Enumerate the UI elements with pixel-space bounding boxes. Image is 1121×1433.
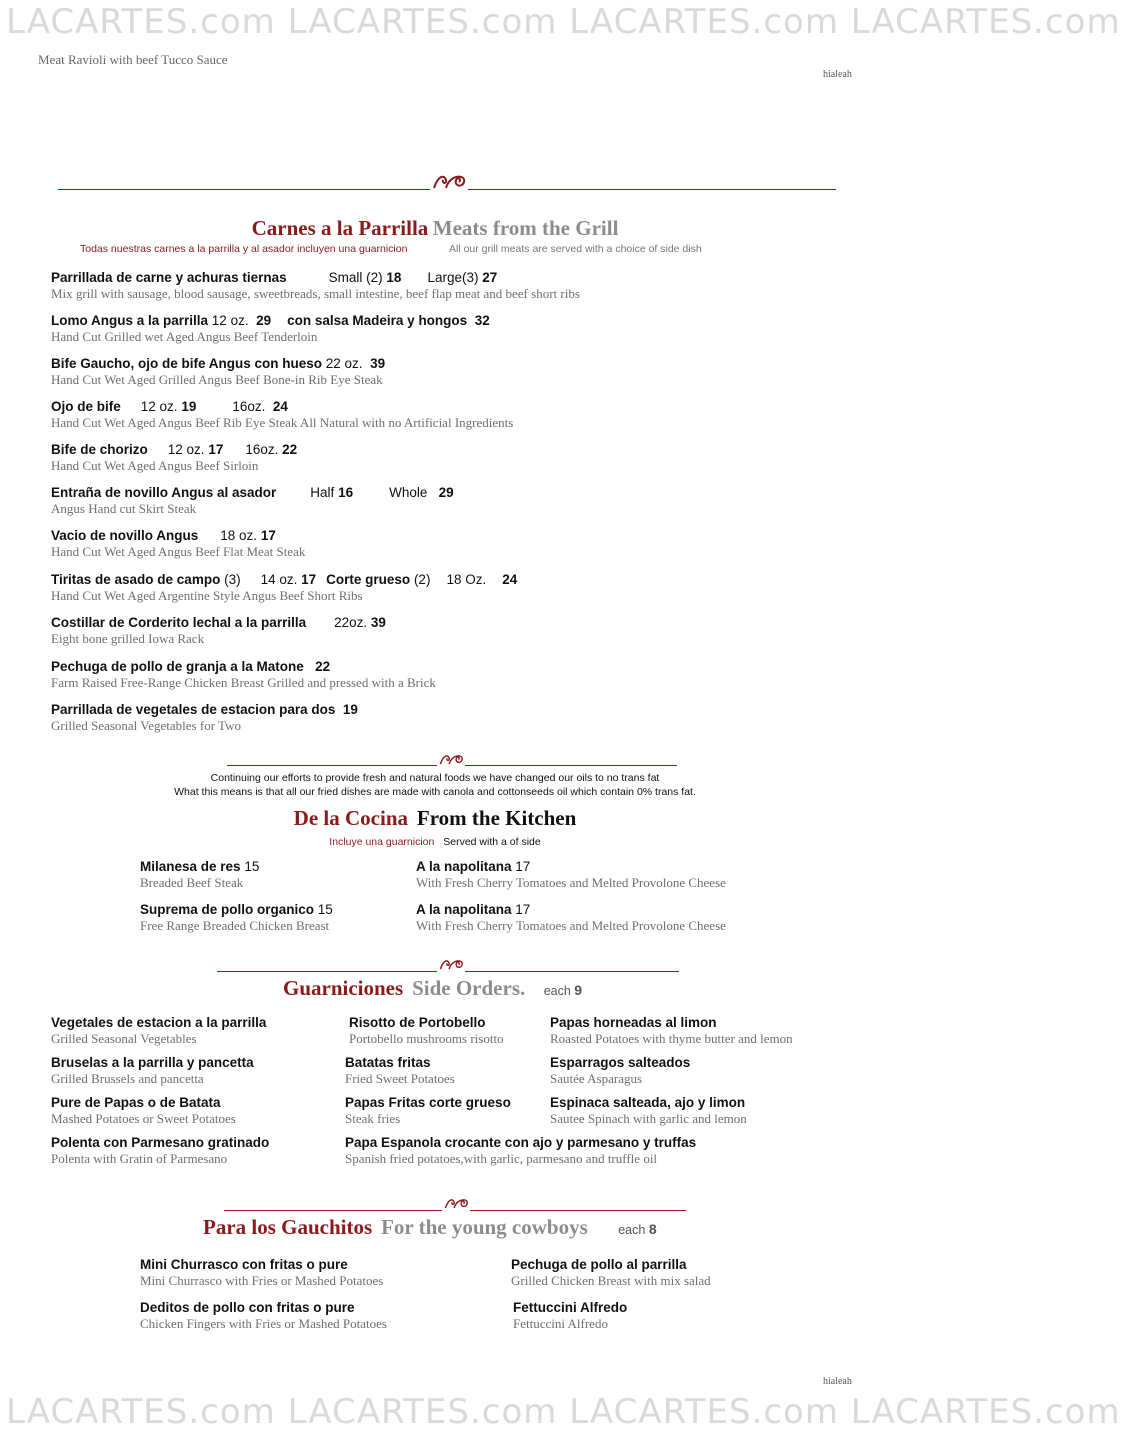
menu-item-desc: Mix grill with sausage, blood sausage, sweetbreads, small intestine, beef flap meat and beef short ribs: [51, 286, 580, 301]
menu-item: Vegetales de estacion a la parrilla Grilled Seasonal Vegetables: [51, 1015, 267, 1046]
menu-item: Ojo de bife 12 oz. 19 16oz. 24 Hand Cut Wet Aged Angus Beef Rib Eye Steak All Natural with no Artificial Ingredients: [51, 399, 514, 430]
menu-item: Pure de Papas o de Batata Mashed Potatoes or Sweet Potatoes: [51, 1095, 236, 1126]
kids-title-es: Para los Gauchitos: [203, 1215, 373, 1239]
menu-item-desc: Grilled Brussels and pancetta: [51, 1071, 204, 1086]
menu-item-desc: Hand Cut Wet Aged Angus Beef Rib Eye Steak All Natural with no Artificial Ingredients: [51, 415, 514, 430]
grill-section-title: [0, 216, 870, 241]
location-label-bottom: hialeah: [823, 1376, 852, 1387]
kitchen-title-es: De la Cocina: [293, 806, 408, 830]
sides-each-price: each 9: [543, 982, 583, 998]
top-item-desc: Meat Ravioli with beef Tucco Sauce: [38, 52, 228, 67]
divider-line-right: [465, 765, 677, 766]
menu-item: Suprema de pollo organico 15 Free Range Breaded Chicken Breast: [140, 902, 333, 933]
menu-item: Bife Gaucho, ojo de bife Angus con hueso 22 oz. 39 Hand Cut Wet Aged Grilled Angus Beef Bone-in Rib Eye Steak: [51, 356, 386, 387]
menu-item: Milanesa de res 15 Breaded Beef Steak: [140, 859, 260, 890]
menu-item-desc: Sautee Spinach with garlic and lemon: [550, 1111, 747, 1126]
menu-item: Mini Churrasco con fritas o pure Mini Churrasco with Fries or Mashed Potatoes: [140, 1257, 384, 1288]
menu-item: Parrillada de carne y achuras tiernas Small (2) 18 Large(3) 27 Mix grill with sausage, blood sausage, sweetbreads, small intestine, beef flap meat and beef short ribs: [51, 270, 580, 301]
menu-item: Papas horneadas al limon Roasted Potatoes with thyme butter and lemon: [550, 1015, 793, 1046]
divider-line-right: [465, 971, 679, 972]
kitchen-title-en: From the Kitchen: [416, 806, 577, 830]
grill-title-es: Carnes a la Parrilla: [251, 216, 429, 240]
menu-item: Tiritas de asado de campo (3) 14 oz. 17 Corte grueso (2) 18 Oz. 24 Hand Cut Wet Aged Argentine Style Angus Beef Short Ribs: [51, 572, 518, 603]
menu-item-desc: Eight bone grilled Iowa Rack: [51, 631, 205, 646]
menu-item: Polenta con Parmesano gratinado Polenta with Gratin of Parmesano: [51, 1135, 270, 1166]
menu-item: Fettuccini Alfredo Fettuccini Alfredo: [513, 1300, 628, 1331]
menu-item-desc: Hand Cut Wet Aged Argentine Style Angus Beef Short Ribs: [51, 588, 363, 603]
menu-item-desc: Free Range Breaded Chicken Breast: [140, 918, 330, 933]
menu-item-desc: Hand Cut Wet Aged Grilled Angus Beef Bone-in Rib Eye Steak: [51, 372, 383, 387]
menu-item-desc: Roasted Potatoes with thyme butter and lemon: [550, 1031, 793, 1046]
menu-item: Costillar de Corderito lechal a la parrilla 22oz. 39 Eight bone grilled Iowa Rack: [51, 615, 386, 646]
menu-item: A la napolitana 17 With Fresh Cherry Tomatoes and Melted Provolone Cheese: [416, 902, 726, 933]
sides-section-title: [283, 976, 582, 1001]
menu-item: Batatas fritas Fried Sweet Potatoes: [345, 1055, 455, 1086]
location-label-top: hialeah: [823, 69, 852, 80]
menu-item-desc: Fried Sweet Potatoes: [345, 1071, 455, 1086]
divider-line-left: [58, 189, 430, 190]
menu-item: Deditos de pollo con fritas o pure Chicken Fingers with Fries or Mashed Potatoes: [140, 1300, 387, 1331]
menu-item-desc: Breaded Beef Steak: [140, 875, 244, 890]
sides-title-en: Side Orders.: [412, 976, 526, 1000]
menu-item-desc: Mashed Potatoes or Sweet Potatoes: [51, 1111, 236, 1126]
menu-item-desc: With Fresh Cherry Tomatoes and Melted Provolone Cheese: [416, 875, 726, 890]
menu-item: Papas Fritas corte grueso Steak fries: [345, 1095, 511, 1126]
menu-item: Parrillada de vegetales de estacion para dos 19 Grilled Seasonal Vegetables for Two: [51, 702, 358, 733]
divider-line-right: [470, 1210, 686, 1211]
menu-item: Pechuga de pollo de granja a la Matone 22 Farm Raised Free-Range Chicken Breast Grilled and pressed with a Brick: [51, 659, 436, 690]
menu-item-desc: Farm Raised Free-Range Chicken Breast Grilled and pressed with a Brick: [51, 675, 436, 690]
menu-item: Vacio de novillo Angus 18 oz. 17 Hand Cut Wet Aged Angus Beef Flat Meat Steak: [51, 528, 306, 559]
kitchen-section-title: [0, 806, 870, 831]
menu-item-desc: Sautée Asparagus: [550, 1071, 643, 1086]
menu-item-desc: Fettuccini Alfredo: [513, 1316, 608, 1331]
scroll-ornament-icon: [432, 172, 468, 193]
menu-item: Papa Espanola crocante con ajo y parmesano y truffas Spanish fried potatoes,with garlic, parmesano and truffle oil: [345, 1135, 697, 1166]
divider-line-left: [227, 765, 437, 766]
oil-note-line2: What this means is that all our fried dishes are made with canola and cottonseeds oil which contain 0% trans fat.: [174, 786, 696, 798]
kitchen-subtitle: Incluye una guarnicion Served with a of side: [329, 836, 541, 848]
menu-item-desc: Hand Cut Grilled wet Aged Angus Beef Tenderloin: [51, 329, 318, 344]
scroll-ornament-icon: [444, 1194, 470, 1214]
menu-item-desc: With Fresh Cherry Tomatoes and Melted Provolone Cheese: [416, 918, 726, 933]
watermark-top: LACARTES.com LACARTES.com LACARTES.com LACARTES.com: [6, 2, 1121, 42]
menu-item: Bruselas a la parrilla y pancetta Grilled Brussels and pancetta: [51, 1055, 254, 1086]
kids-each-price: each 8: [618, 1221, 657, 1237]
watermark-bottom: LACARTES.com LACARTES.com LACARTES.com LACARTES.com: [6, 1392, 1121, 1432]
menu-item-desc: Grilled Chicken Breast with mix salad: [511, 1273, 711, 1288]
grill-subtitle-en: All our grill meats are served with a choice of side dish: [449, 243, 702, 255]
menu-item-desc: Hand Cut Wet Aged Angus Beef Flat Meat Steak: [51, 544, 306, 559]
oil-note-line1: Continuing our efforts to provide fresh and natural foods we have changed our oils to no trans fat: [210, 772, 660, 784]
menu-item-desc: Polenta with Gratin of Parmesano: [51, 1151, 228, 1166]
menu-item-desc: Chicken Fingers with Fries or Mashed Potatoes: [140, 1316, 387, 1331]
menu-item-desc: Portobello mushrooms risotto: [349, 1031, 504, 1046]
menu-item-desc: Hand Cut Wet Aged Angus Beef Sirloin: [51, 458, 259, 473]
menu-item-desc: Steak fries: [345, 1111, 401, 1126]
menu-item: Risotto de Portobello Portobello mushrooms risotto: [349, 1015, 504, 1046]
menu-item-desc: Grilled Seasonal Vegetables: [51, 1031, 197, 1046]
kids-section-title: [203, 1215, 657, 1240]
scroll-ornament-icon: [439, 955, 465, 975]
divider-line-left: [217, 971, 437, 972]
menu-item: A la napolitana 17 With Fresh Cherry Tomatoes and Melted Provolone Cheese: [416, 859, 726, 890]
grill-title-en: Meats from the Grill: [432, 216, 619, 240]
scroll-ornament-icon: [439, 750, 465, 770]
menu-item-desc: Spanish fried potatoes,with garlic, parmesano and truffle oil: [345, 1151, 658, 1166]
divider-line-left: [224, 1210, 442, 1211]
sides-title-es: Guarniciones: [283, 976, 404, 1000]
menu-item-desc: Grilled Seasonal Vegetables for Two: [51, 718, 241, 733]
grill-subtitle-es: Todas nuestras carnes a la parrilla y al asador incluyen una guarnicion: [80, 243, 408, 255]
kids-title-en: For the young cowboys: [381, 1215, 588, 1239]
menu-item-desc: Angus Hand cut Skirt Steak: [51, 501, 197, 516]
menu-item: Entraña de novillo Angus al asador Half 16 Whole 29 Angus Hand cut Skirt Steak: [51, 485, 454, 516]
menu-item: Lomo Angus a la parrilla 12 oz. 29 con salsa Madeira y hongos 32 Hand Cut Grilled wet Aged Angus Beef Tenderloin: [51, 313, 490, 344]
menu-item-desc: Mini Churrasco with Fries or Mashed Potatoes: [140, 1273, 384, 1288]
divider-line-right: [468, 189, 836, 190]
menu-item: Espinaca salteada, ajo y limon Sautee Spinach with garlic and lemon: [550, 1095, 747, 1126]
menu-item: Esparragos salteados Sautée Asparagus: [550, 1055, 691, 1086]
menu-item: Pechuga de pollo al parrilla Grilled Chicken Breast with mix salad: [511, 1257, 711, 1288]
menu-item: Bife de chorizo 12 oz. 17 16oz. 22 Hand Cut Wet Aged Angus Beef Sirloin: [51, 442, 298, 473]
